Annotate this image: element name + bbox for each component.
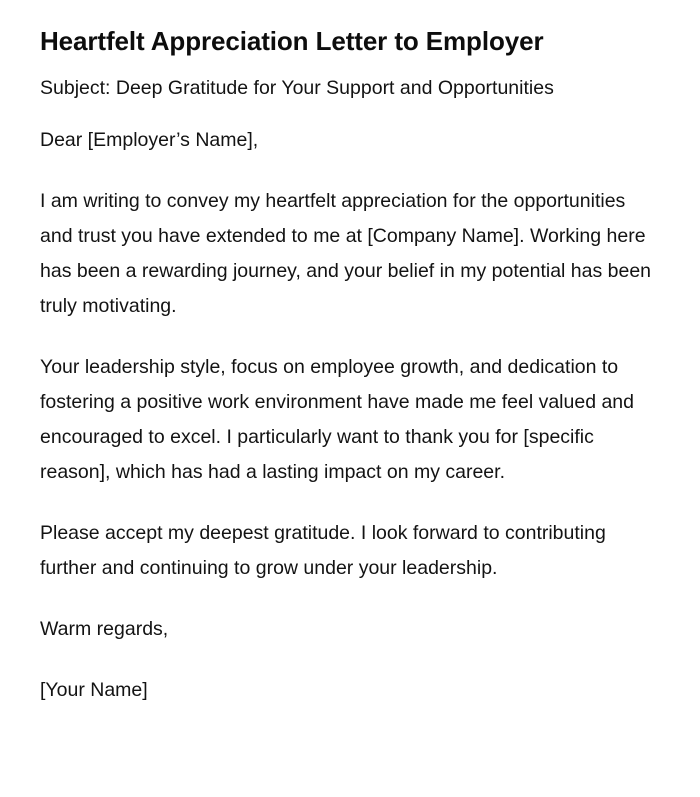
letter-body xyxy=(40,123,655,708)
letter-signature: [Your Name] xyxy=(40,679,148,701)
letter-closing: Warm regards, xyxy=(40,618,169,640)
letter-paragraph: I am writing to convey my heartfelt appreciation for the opportunities and trust you have extended to me at [Company Name]. Working here has been a rewarding journey, and your belief in my potential has been truly motivating. xyxy=(40,190,652,317)
letter-salutation: Dear [Employer’s Name], xyxy=(40,129,259,151)
letter-subject-line: Subject: Deep Gratitude for Your Support and Opportunities xyxy=(40,77,554,99)
letter-paragraph: Please accept my deepest gratitude. I look forward to contributing further and continuing to grow under your leadership. xyxy=(40,522,606,579)
letter-paragraph: Your leadership style, focus on employee growth, and dedication to fostering a positive work environment have made me feel valued and encouraged to excel. I particularly want to thank you for [specific reason], which has had a lasting impact on my career. xyxy=(40,356,634,483)
page-title: Heartfelt Appreciation Letter to Employer xyxy=(40,26,544,56)
